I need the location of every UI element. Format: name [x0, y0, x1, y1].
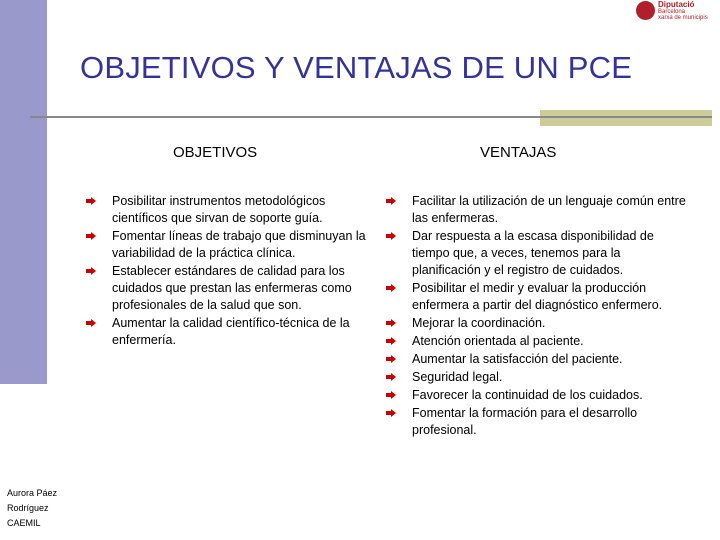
list-item: [386, 228, 686, 279]
list-item: [386, 280, 686, 314]
ventajas-list: [386, 193, 686, 439]
list-item: [86, 315, 368, 349]
list-item-text: Aumentar la calidad científico-técnica de la enfermería.: [112, 316, 350, 347]
arrow-bullet-icon: [86, 319, 96, 327]
list-item-text: Mejorar la coordinación.: [412, 316, 546, 330]
list-item-text: Posibilitar el medir y evaluar la producción enfermera a partir del diagnóstico enfermero.: [412, 281, 663, 312]
diputacio-seal-icon: [636, 1, 655, 20]
logo-line-3: xarxa de municipis: [658, 15, 708, 21]
arrow-bullet-icon: [86, 267, 96, 275]
page-title: OBJETIVOS Y VENTAJAS DE UN PCE: [80, 50, 633, 85]
list-item-text: Posibilitar instrumentos metodológicos científicos que sirvan de soporte guía.: [112, 194, 326, 225]
list-item: [386, 405, 686, 439]
list-item-text: Fomentar la formación para el desarrollo profesional.: [412, 406, 638, 437]
list-item: [386, 387, 686, 404]
arrow-bullet-icon: [386, 197, 396, 205]
arrow-bullet-icon: [386, 337, 396, 345]
arrow-bullet-icon: [86, 232, 96, 240]
divider-accent-block: [540, 110, 712, 126]
arrow-bullet-icon: [386, 409, 396, 417]
list-item-text: Fomentar líneas de trabajo que disminuyan la variabilidad de la práctica clínica.: [112, 229, 366, 260]
list-item: [386, 369, 686, 386]
left-accent-bar: [0, 0, 47, 384]
title-divider: [30, 116, 712, 118]
list-item-text: Facilitar la utilización de un lenguaje común entre las enfermeras.: [412, 194, 686, 225]
diputacio-logo: [636, 0, 720, 22]
arrow-bullet-icon: [386, 391, 396, 399]
list-item-text: Dar respuesta a la escasa disponibilidad de tiempo que, a veces, tenemos para la planificación y el registro de cuidados.: [412, 229, 654, 277]
list-item: [86, 193, 368, 227]
list-item: [386, 193, 686, 227]
list-item-text: Establecer estándares de calidad para los cuidados que prestan las enfermeras como profesionales de la salud que son.: [112, 264, 352, 312]
arrow-bullet-icon: [386, 373, 396, 381]
list-item: [86, 228, 368, 262]
ventajas-heading: VENTAJAS: [480, 144, 557, 161]
arrow-bullet-icon: [386, 232, 396, 240]
author-line-1: Aurora Páez: [7, 488, 58, 498]
author-credit: [7, 486, 57, 531]
author-line-2: Rodríguez: [7, 503, 49, 513]
ventajas-column: [386, 193, 686, 440]
arrow-bullet-icon: [386, 284, 396, 292]
list-item-text: Seguridad legal.: [412, 370, 503, 384]
objetivos-heading: OBJETIVOS: [173, 144, 258, 161]
list-item-text: Favorecer la continuidad de los cuidados.: [412, 388, 643, 402]
objetivos-list: [86, 193, 368, 349]
objetivos-column: [86, 193, 368, 350]
list-item-text: Aumentar la satisfacción del paciente.: [412, 352, 623, 366]
list-item: [386, 315, 686, 332]
logo-line-2: Barcelona: [658, 9, 686, 15]
arrow-bullet-icon: [86, 197, 96, 205]
list-item: [86, 263, 368, 314]
logo-line-1: Diputació: [658, 0, 695, 9]
list-item: [386, 351, 686, 368]
arrow-bullet-icon: [386, 355, 396, 363]
list-item: [386, 333, 686, 350]
arrow-bullet-icon: [386, 319, 396, 327]
list-item-text: Atención orientada al paciente.: [412, 334, 584, 348]
author-line-3: CAEMIL: [7, 518, 41, 528]
